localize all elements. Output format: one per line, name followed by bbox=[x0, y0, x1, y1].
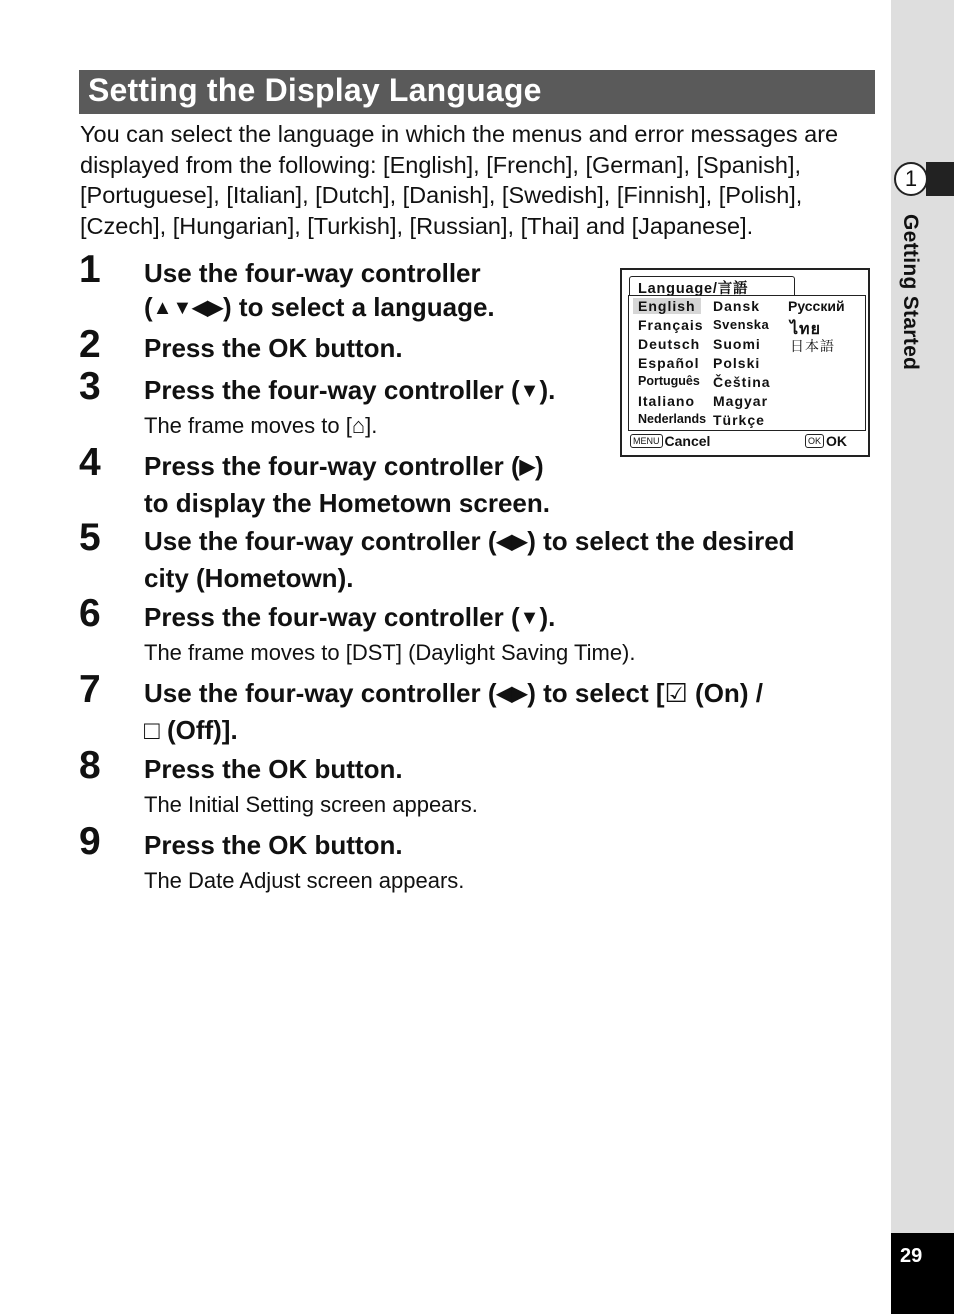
language-list bbox=[628, 295, 866, 431]
chapter-bar bbox=[926, 162, 954, 196]
checkbox-checked-icon: ☑ bbox=[664, 678, 688, 708]
step-text: Use the four-way controller (◀▶) to select [☑ (On) / □ (Off)]. bbox=[144, 678, 763, 745]
lang-francais: Français bbox=[638, 317, 704, 333]
lang-turkce: Türkçe bbox=[713, 412, 765, 428]
lang-nederlands: Nederlands bbox=[638, 412, 707, 426]
section-title-bar bbox=[79, 70, 875, 114]
intro-paragraph: You can select the language in which the menus and error messages are displayed from the following: [English], [French], [German], [Spanish], [Portuguese], [Italian], [Dutch], [Danish], [Swedish], [Finnish], [Polish], [Czech], [Hungarian], [Turkish], [Russian], [Thai] and [Japanese]. bbox=[80, 121, 839, 240]
left-right-arrows-icon: ◀▶ bbox=[496, 683, 528, 705]
home-icon: ⌂ bbox=[351, 413, 366, 438]
lang-espanol: Español bbox=[638, 355, 700, 371]
step-number: 5 bbox=[79, 516, 101, 559]
section-title: Setting the Display Language bbox=[88, 72, 542, 108]
step-text: Press the four-way controller (▼). bbox=[144, 375, 556, 405]
step-number: 4 bbox=[79, 441, 101, 484]
step-note: The Initial Setting screen appears. bbox=[144, 792, 478, 817]
step-text: Use the four-way controller (▲▼◀▶) to select a language. bbox=[144, 258, 495, 322]
step-note: The frame moves to [⌂]. bbox=[144, 413, 378, 438]
ok-label: OK bbox=[826, 433, 848, 449]
chapter-label bbox=[896, 214, 924, 404]
screen-tab bbox=[629, 276, 795, 296]
step-text: Press the four-way controller (▼). bbox=[144, 602, 556, 632]
chapter-number: 1 bbox=[894, 162, 928, 196]
down-arrow-icon: ▼ bbox=[519, 380, 540, 402]
step-number: 8 bbox=[79, 744, 101, 787]
step-number: 7 bbox=[79, 668, 101, 711]
lang-english: English bbox=[633, 298, 701, 314]
down-arrow-icon: ▼ bbox=[519, 607, 540, 629]
menu-key-icon: MENU bbox=[630, 434, 663, 448]
step-text: Press the four-way controller (▶) to display the Hometown screen. bbox=[144, 451, 550, 518]
lang-polski: Polski bbox=[713, 355, 761, 371]
page-number: 29 bbox=[900, 1245, 923, 1267]
ok-key-icon: OK bbox=[805, 434, 824, 448]
left-right-arrows-icon: ◀▶ bbox=[496, 531, 528, 553]
lang-italiano: Italiano bbox=[638, 393, 696, 409]
lang-cestina: Čeština bbox=[713, 374, 771, 390]
lang-dansk: Dansk bbox=[713, 298, 761, 314]
step-text: Use the four-way controller (◀▶) to select the desired city (Hometown). bbox=[144, 526, 795, 593]
screen-ok bbox=[805, 433, 847, 449]
cancel-label: Cancel bbox=[664, 433, 711, 449]
step-number: 2 bbox=[79, 323, 101, 366]
lang-thai: ไทย bbox=[790, 321, 821, 338]
language-screen-illustration bbox=[620, 268, 870, 457]
screen-tab-label: Language/言語 bbox=[638, 281, 749, 297]
lang-portugues: Português bbox=[638, 374, 700, 388]
step-note: The Date Adjust screen appears. bbox=[144, 868, 465, 893]
lang-japanese: 日本語 bbox=[790, 338, 835, 354]
right-arrow-icon: ▶ bbox=[519, 456, 536, 478]
step-number: 3 bbox=[79, 365, 101, 408]
lang-suomi: Suomi bbox=[713, 336, 761, 352]
step-text: Press the OK button. bbox=[144, 830, 403, 860]
lang-magyar: Magyar bbox=[713, 393, 769, 409]
step-text: Press the OK button. bbox=[144, 333, 403, 363]
lang-deutsch: Deutsch bbox=[638, 336, 701, 352]
screen-cancel bbox=[630, 433, 710, 449]
checkbox-empty-icon: □ bbox=[144, 715, 160, 745]
lang-russian: Русский bbox=[788, 298, 845, 314]
step-number: 6 bbox=[79, 592, 101, 635]
step-text: Press the OK button. bbox=[144, 754, 403, 784]
step-note: The frame moves to [DST] (Daylight Saving Time). bbox=[144, 640, 636, 665]
step-number: 1 bbox=[79, 248, 101, 291]
controller-arrows-icon: ▲▼◀▶ bbox=[152, 297, 224, 319]
step-number: 9 bbox=[79, 820, 101, 863]
chapter-label-text: Getting Started bbox=[899, 214, 922, 371]
lang-svenska: Svenska bbox=[713, 317, 770, 332]
